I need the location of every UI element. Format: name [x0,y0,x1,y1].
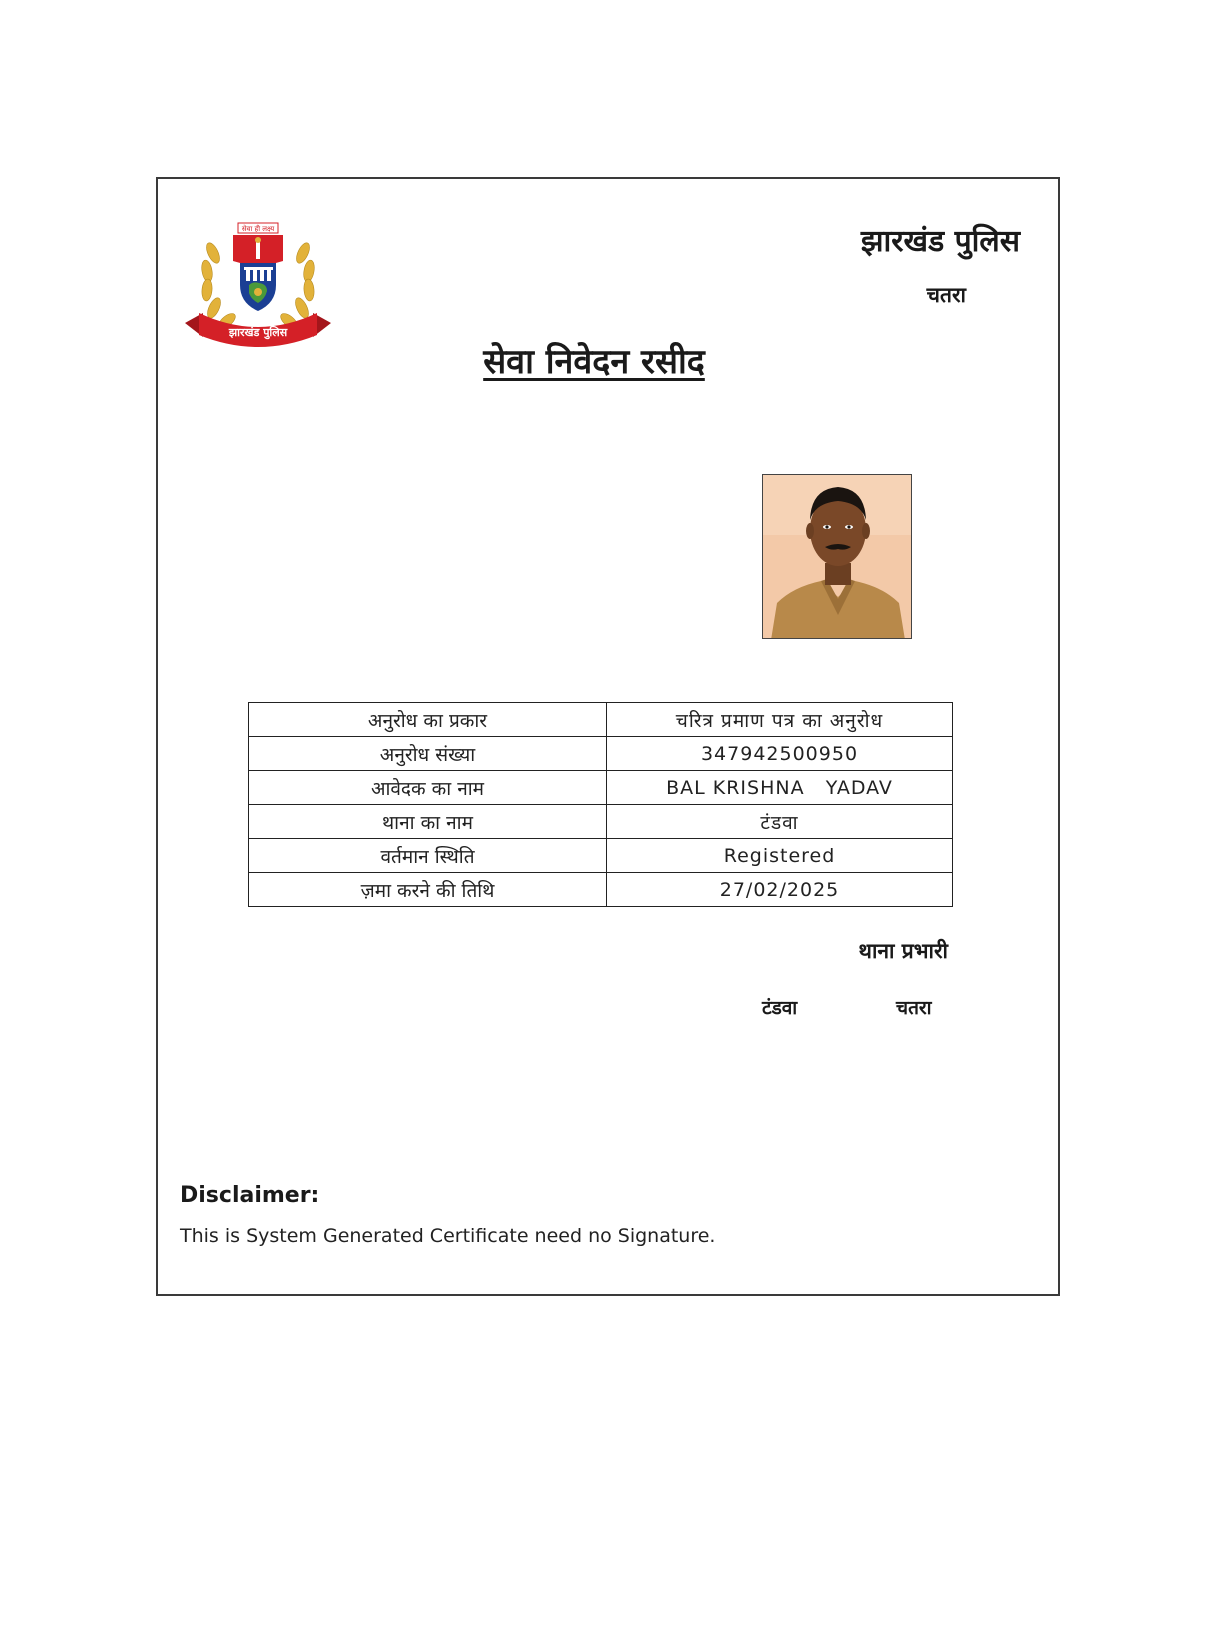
detail-value: Registered [607,839,953,873]
detail-value: BAL KRISHNA YADAV [607,771,953,805]
detail-value: 347942500950 [607,737,953,771]
svg-text:झारखंड पुलिस: झारखंड पुलिस [228,326,288,339]
jharkhand-police-emblem-icon [183,213,333,348]
table-row [249,737,953,771]
detail-label: अनुरोध संख्या [249,737,607,771]
detail-label: आवेदक का नाम [249,771,607,805]
officer-title: थाना प्रभारी [858,939,948,963]
detail-label: वर्तमान स्थिति [249,839,607,873]
document-title [158,337,1062,383]
certificate [156,177,1060,1296]
table-row [249,805,953,839]
svg-text:सेवा ही लक्ष्य: सेवा ही लक्ष्य [241,225,275,233]
disclaimer-heading: Disclaimer: [180,1183,320,1208]
detail-value: 27/02/2025 [607,873,953,907]
applicant-photo [762,474,912,639]
district-name: चतरा [926,283,966,307]
request-details-table [248,702,953,907]
detail-label: अनुरोध का प्रकार [249,703,607,737]
table-row [249,873,953,907]
disclaimer-text: This is System Generated Certificate need no Signature. [180,1225,716,1247]
document-title-text: सेवा निवेदन रसीद [483,342,705,382]
detail-value: टंडवा [607,805,953,839]
table-row [249,703,953,737]
detail-label: थाना का नाम [249,805,607,839]
detail-label: ज़मा करने की तिथि [249,873,607,907]
officer-district: चतरा [896,997,932,1019]
table-row [249,839,953,873]
table-row [249,771,953,805]
detail-value: चरित्र प्रमाण पत्र का अनुरोध [607,703,953,737]
organization-name: झारखंड पुलिस [860,224,1020,259]
officer-station: टंडवा [762,997,798,1019]
